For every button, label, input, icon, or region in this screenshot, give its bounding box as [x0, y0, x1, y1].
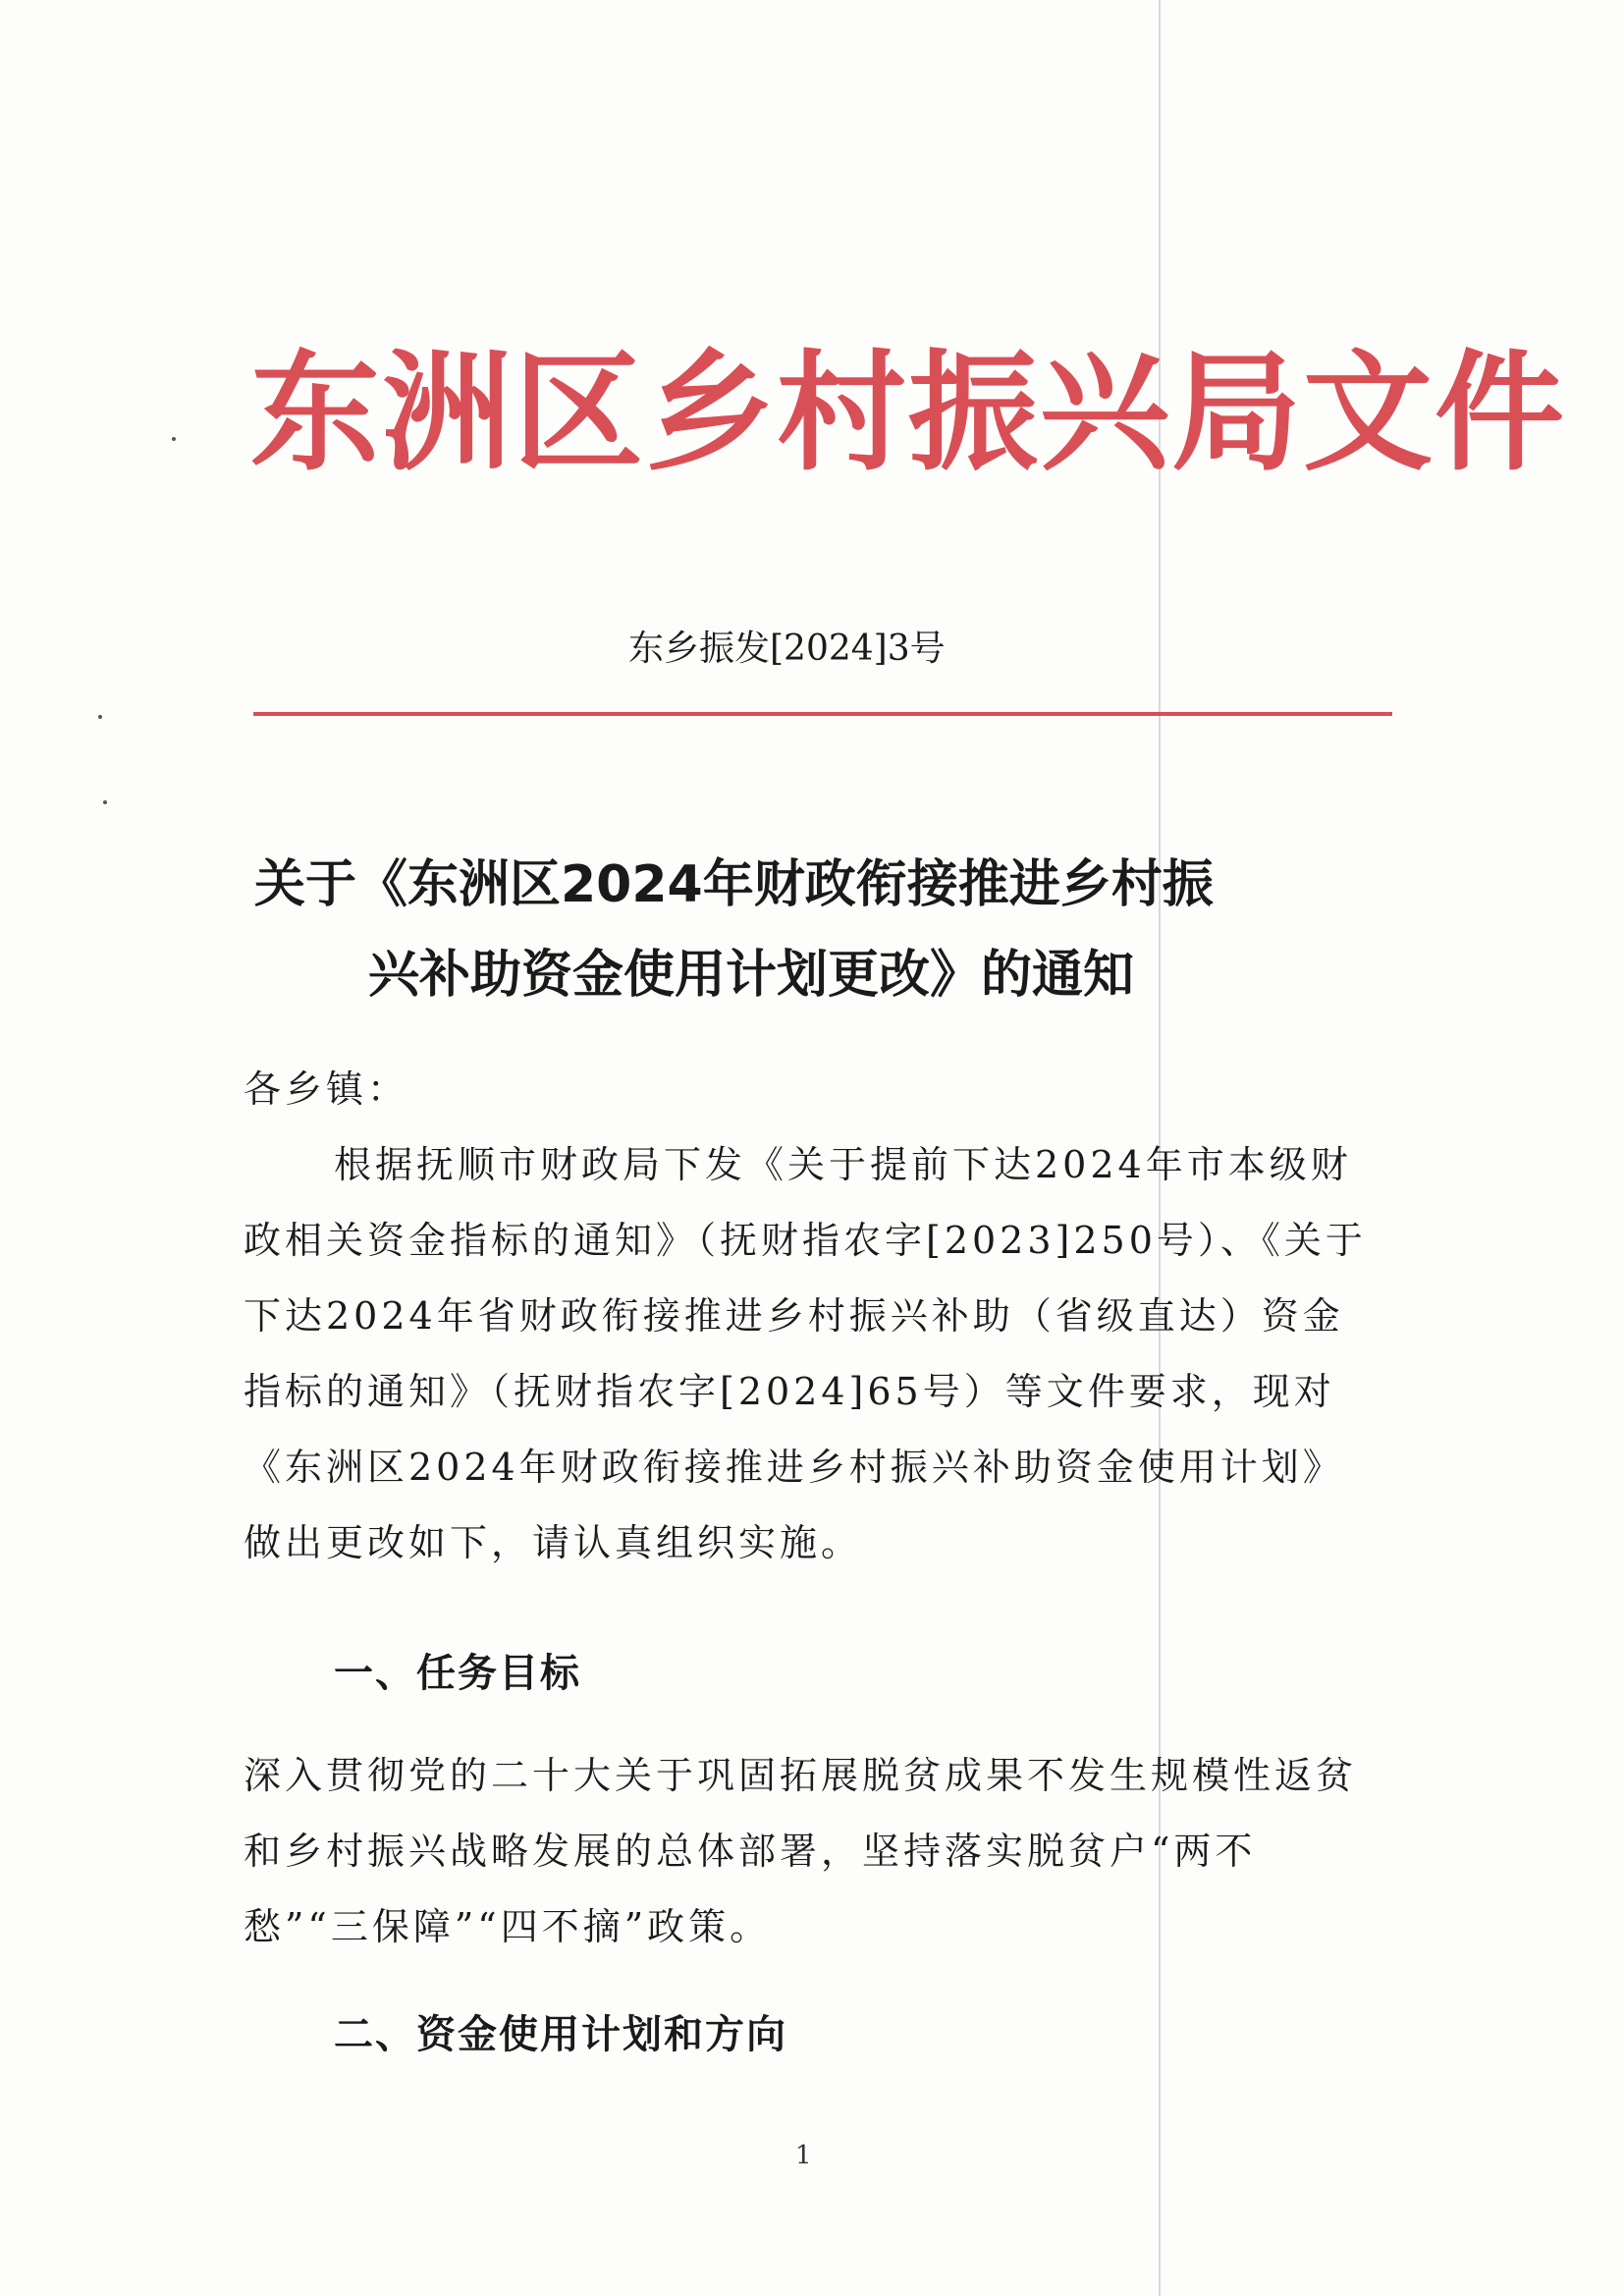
issuer-title: 东洲区乡村振兴局文件 [250, 338, 1566, 489]
scan-speck [103, 800, 107, 804]
notice-title-line1: 关于《东洲区2024年财政衔接推进乡村振 [254, 855, 1214, 914]
notice-title [250, 840, 1389, 1020]
paragraph-1-text: 根据抚顺市财政局下发《关于提前下达2024年市本级财政相关资金指标的通知》（抚财指农字[2023]250号）、《关于下达2024年省财政衔接推进乡村振兴补助（省级直达）资金指标的通知》（抚财指农字[2024]65号）等文件要求，现对《东洲区2024年财政衔接推进乡村振兴补助资金使用计划》做出更改如下，请认真组织实施。 [244, 1143, 1367, 1564]
section-heading-1: 一、任务目标 [334, 1651, 581, 1696]
section-heading-2: 二、资金使用计划和方向 [334, 2012, 787, 2057]
scan-speck [98, 715, 102, 719]
document-number: 东乡振发[2024]3号 [628, 629, 946, 669]
paragraph-2-text: 深入贯彻党的二十大关于巩固拓展脱贫成果不发生规模性返贫和乡村振兴战略发展的总体部署，坚持落实脱贫户“两不愁”“三保障”“四不摘”政策。 [244, 1754, 1358, 1948]
salutation: 各乡镇： [244, 1067, 409, 1111]
scan-speck [172, 437, 176, 441]
notice-title-line2: 兴补助资金使用计划更改》的通知 [368, 946, 1135, 1005]
page-number: 1 [795, 2141, 812, 2170]
paragraph-2 [244, 1738, 1382, 1965]
red-divider-line [253, 712, 1392, 716]
paragraph-1 [244, 1127, 1382, 1581]
